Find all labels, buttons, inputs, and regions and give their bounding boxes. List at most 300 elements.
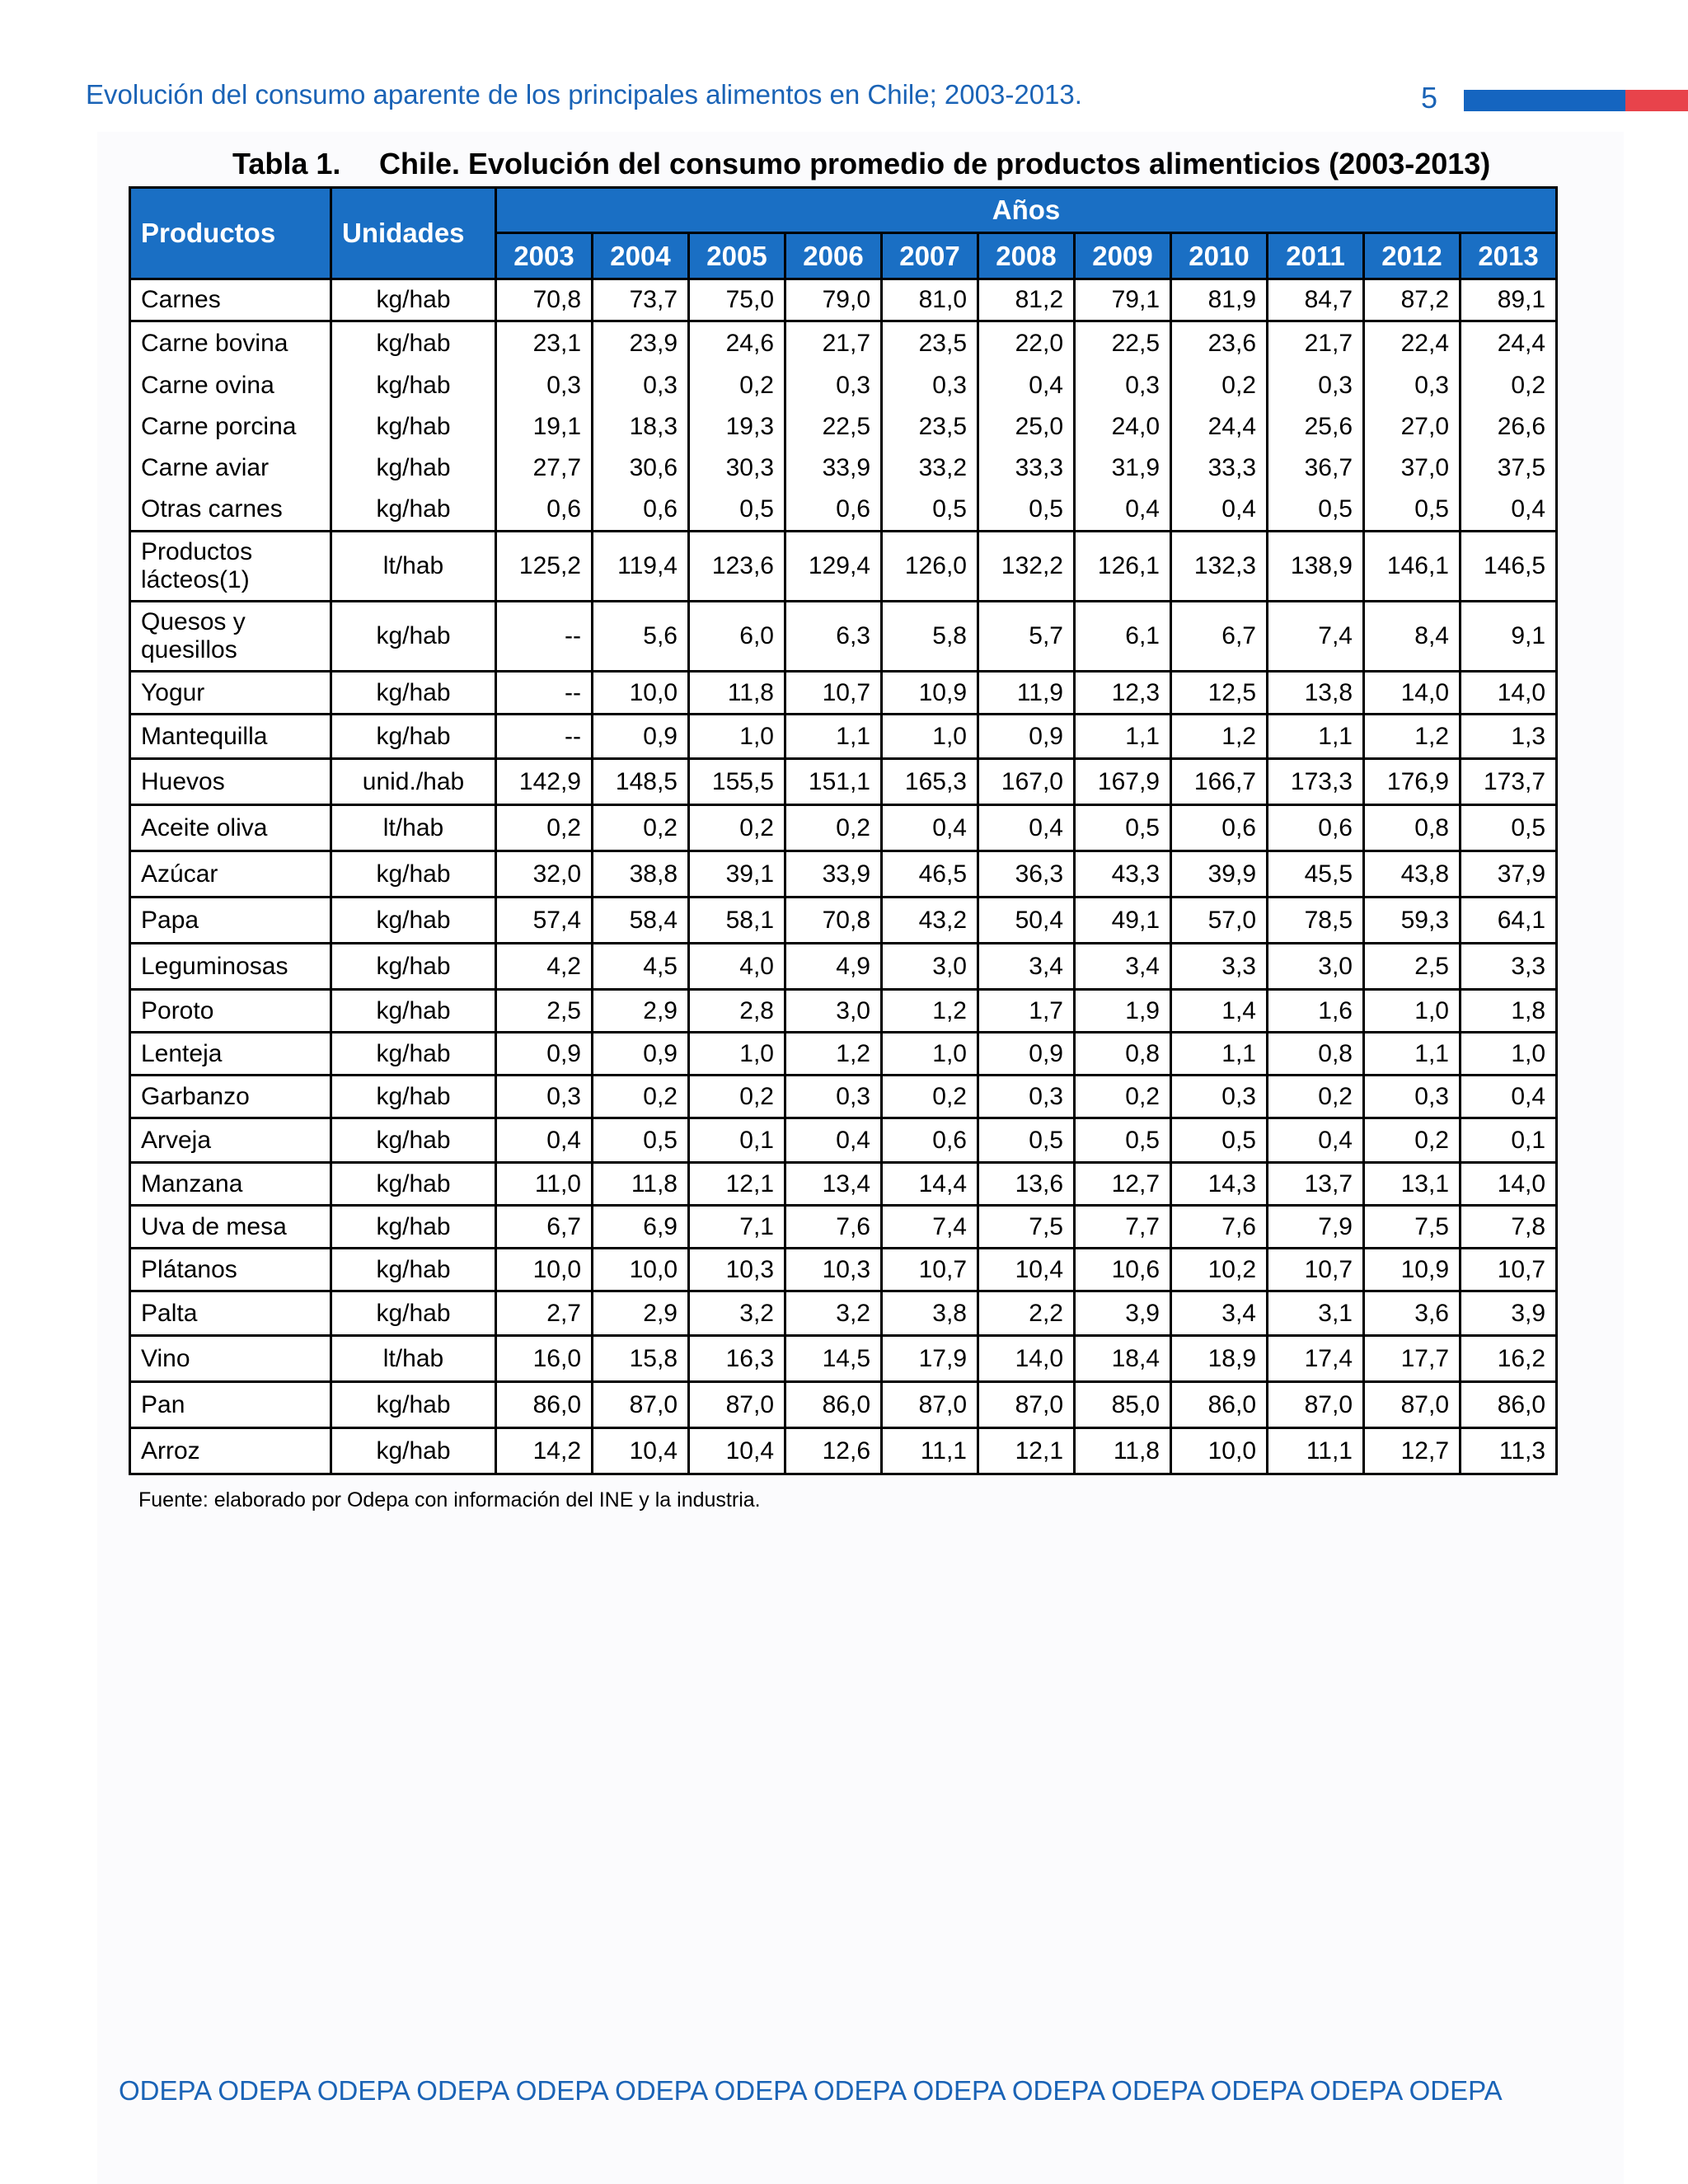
value-cell: 3,0 [882,944,978,990]
value-cell: 0,4 [882,805,978,851]
table-row [130,279,1557,321]
value-cell: 0,5 [1075,1118,1171,1163]
product-name-cell: Productos lácteos(1) [130,532,331,602]
value-cell: 27,7 [496,448,593,489]
running-header-title: Evolución del consumo aparente de los principales alimentos en Chile; 2003-2013. [86,79,1082,110]
product-name-cell: Manzana [130,1163,331,1206]
value-cell: 13,7 [1268,1163,1364,1206]
value-cell: 3,4 [978,944,1075,990]
value-cell: 87,0 [689,1382,785,1428]
value-cell: 4,9 [785,944,882,990]
table-row [130,1336,1557,1382]
unit-cell: kg/hab [331,1291,496,1336]
column-header-year: 2005 [689,233,785,279]
value-cell: 132,3 [1171,532,1268,602]
value-cell: 2,5 [1364,944,1461,990]
value-cell: 0,5 [1461,805,1557,851]
value-cell: 0,5 [689,489,785,532]
table-header [130,188,1557,279]
value-cell: 0,8 [1075,1033,1171,1076]
value-cell: 0,5 [593,1118,689,1163]
table-row [130,448,1557,489]
value-cell: 45,5 [1268,851,1364,898]
unit-cell: unid./hab [331,759,496,805]
value-cell: 0,1 [689,1118,785,1163]
value-cell: 87,0 [1364,1382,1461,1428]
value-cell: 2,7 [496,1291,593,1336]
table-row [130,406,1557,448]
value-cell: 46,5 [882,851,978,898]
value-cell: 14,2 [496,1428,593,1474]
value-cell: 33,9 [785,448,882,489]
value-cell: 7,6 [785,1206,882,1249]
unit-cell: kg/hab [331,489,496,532]
table-row [130,1428,1557,1474]
value-cell: 87,0 [593,1382,689,1428]
value-cell: 11,1 [1268,1428,1364,1474]
table-row [130,489,1557,532]
value-cell: 0,3 [1364,365,1461,406]
value-cell: 23,1 [496,321,593,365]
value-cell: 0,5 [1075,805,1171,851]
value-cell: 16,3 [689,1336,785,1382]
value-cell: 0,4 [1461,1076,1557,1118]
value-cell: 25,6 [1268,406,1364,448]
value-cell: 39,9 [1171,851,1268,898]
value-cell: 19,3 [689,406,785,448]
value-cell: 0,9 [496,1033,593,1076]
value-cell: 22,5 [785,406,882,448]
value-cell: 0,4 [978,805,1075,851]
value-cell: 19,1 [496,406,593,448]
table-caption-text: Chile. Evolución del consumo promedio de productos alimenticios (2003-2013) [379,147,1491,180]
value-cell: 17,9 [882,1336,978,1382]
value-cell: 38,8 [593,851,689,898]
value-cell: 16,2 [1461,1336,1557,1382]
value-cell: 0,4 [1171,489,1268,532]
product-name-cell: Mantequilla [130,715,331,759]
unit-cell: lt/hab [331,805,496,851]
value-cell: 5,7 [978,602,1075,672]
value-cell: 3,6 [1364,1291,1461,1336]
value-cell: 0,2 [1171,365,1268,406]
table-row [130,851,1557,898]
value-cell: 59,3 [1364,898,1461,944]
value-cell: 1,0 [1461,1033,1557,1076]
value-cell: 79,0 [785,279,882,321]
value-cell: 1,4 [1171,990,1268,1033]
unit-cell: lt/hab [331,532,496,602]
value-cell: 0,4 [496,1118,593,1163]
value-cell: 3,1 [1268,1291,1364,1336]
value-cell: 58,1 [689,898,785,944]
value-cell: 0,8 [1364,805,1461,851]
value-cell: 7,4 [882,1206,978,1249]
value-cell: 89,1 [1461,279,1557,321]
product-name-cell: Plátanos [130,1249,331,1291]
value-cell: 0,6 [496,489,593,532]
value-cell: 0,3 [1364,1076,1461,1118]
product-name-cell: Leguminosas [130,944,331,990]
value-cell: -- [496,672,593,715]
value-cell: 86,0 [1171,1382,1268,1428]
product-name-cell: Huevos [130,759,331,805]
column-header-year: 2006 [785,233,882,279]
value-cell: 7,6 [1171,1206,1268,1249]
value-cell: 0,9 [978,715,1075,759]
value-cell: 0,5 [1171,1118,1268,1163]
value-cell: 10,0 [593,672,689,715]
value-cell: 3,8 [882,1291,978,1336]
value-cell: 14,0 [1461,1163,1557,1206]
value-cell: 3,2 [689,1291,785,1336]
value-cell: 0,2 [593,805,689,851]
value-cell: 23,6 [1171,321,1268,365]
value-cell: 7,8 [1461,1206,1557,1249]
value-cell: 87,0 [882,1382,978,1428]
value-cell: 70,8 [785,898,882,944]
value-cell: 0,4 [1268,1118,1364,1163]
product-name-cell: Arroz [130,1428,331,1474]
table-caption-number: Tabla 1. [232,147,341,180]
value-cell: 0,6 [1171,805,1268,851]
unit-cell: kg/hab [331,715,496,759]
value-cell: 13,6 [978,1163,1075,1206]
product-name-cell: Poroto [130,990,331,1033]
value-cell: 0,2 [1075,1076,1171,1118]
value-cell: 129,4 [785,532,882,602]
value-cell: 146,1 [1364,532,1461,602]
value-cell: 23,5 [882,406,978,448]
value-cell: 1,0 [689,1033,785,1076]
table-row [130,944,1557,990]
value-cell: 9,1 [1461,602,1557,672]
value-cell: 14,0 [978,1336,1075,1382]
table-row [130,602,1557,672]
value-cell: 10,0 [496,1249,593,1291]
value-cell: 155,5 [689,759,785,805]
value-cell: 0,8 [1268,1033,1364,1076]
value-cell: 10,3 [689,1249,785,1291]
column-header-years-group: Años [496,188,1557,233]
value-cell: 0,2 [882,1076,978,1118]
value-cell: 7,7 [1075,1206,1171,1249]
value-cell: 0,1 [1461,1118,1557,1163]
table-row [130,1118,1557,1163]
unit-cell: kg/hab [331,1428,496,1474]
value-cell: 1,0 [882,715,978,759]
value-cell: 12,5 [1171,672,1268,715]
value-cell: 1,0 [1364,990,1461,1033]
column-header-year: 2013 [1461,233,1557,279]
value-cell: 166,7 [1171,759,1268,805]
value-cell: 5,8 [882,602,978,672]
value-cell: 1,6 [1268,990,1364,1033]
product-name-cell: Carne aviar [130,448,331,489]
column-header-year: 2009 [1075,233,1171,279]
value-cell: 57,4 [496,898,593,944]
unit-cell: kg/hab [331,448,496,489]
value-cell: 12,1 [978,1428,1075,1474]
value-cell: 148,5 [593,759,689,805]
value-cell: 151,1 [785,759,882,805]
value-cell: 1,1 [1268,715,1364,759]
product-name-cell: Yogur [130,672,331,715]
value-cell: 0,3 [496,365,593,406]
table-row [130,1076,1557,1118]
value-cell: 7,1 [689,1206,785,1249]
value-cell: 50,4 [978,898,1075,944]
page-number: 5 [1421,81,1438,115]
table-row [130,1163,1557,1206]
value-cell: 126,1 [1075,532,1171,602]
value-cell: 2,8 [689,990,785,1033]
value-cell: 22,5 [1075,321,1171,365]
value-cell: 23,5 [882,321,978,365]
value-cell: 0,3 [882,365,978,406]
value-cell: 18,9 [1171,1336,1268,1382]
value-cell: 87,2 [1364,279,1461,321]
value-cell: 119,4 [593,532,689,602]
value-cell: 70,8 [496,279,593,321]
unit-cell: kg/hab [331,672,496,715]
unit-cell: kg/hab [331,1163,496,1206]
value-cell: 2,5 [496,990,593,1033]
value-cell: 0,6 [882,1118,978,1163]
unit-cell: lt/hab [331,1336,496,1382]
value-cell: 0,9 [593,1033,689,1076]
product-name-cell: Quesos y quesillos [130,602,331,672]
value-cell: 16,0 [496,1336,593,1382]
product-name-cell: Azúcar [130,851,331,898]
value-cell: 0,3 [593,365,689,406]
value-cell: 10,7 [1268,1249,1364,1291]
value-cell: 0,9 [978,1033,1075,1076]
value-cell: 1,1 [1364,1033,1461,1076]
value-cell: 18,3 [593,406,689,448]
value-cell: 125,2 [496,532,593,602]
table-row [130,805,1557,851]
value-cell: 11,8 [593,1163,689,1206]
value-cell: 10,7 [1461,1249,1557,1291]
value-cell: 32,0 [496,851,593,898]
value-cell: 138,9 [1268,532,1364,602]
value-cell: 0,5 [978,1118,1075,1163]
value-cell: 8,4 [1364,602,1461,672]
value-cell: 64,1 [1461,898,1557,944]
value-cell: 11,9 [978,672,1075,715]
value-cell: 33,2 [882,448,978,489]
unit-cell: kg/hab [331,898,496,944]
value-cell: 176,9 [1364,759,1461,805]
value-cell: 0,6 [785,489,882,532]
value-cell: 13,4 [785,1163,882,1206]
value-cell: 0,5 [1364,489,1461,532]
product-name-cell: Carne ovina [130,365,331,406]
value-cell: 0,3 [1268,365,1364,406]
value-cell: 81,0 [882,279,978,321]
value-cell: 79,1 [1075,279,1171,321]
value-cell: 1,8 [1461,990,1557,1033]
value-cell: 0,5 [1268,489,1364,532]
table-row [130,672,1557,715]
value-cell: 12,1 [689,1163,785,1206]
header-accent-bar-blue [1464,90,1625,111]
value-cell: 87,0 [978,1382,1075,1428]
table-row [130,715,1557,759]
value-cell: 0,4 [1461,489,1557,532]
value-cell: 0,2 [593,1076,689,1118]
column-header-year: 2007 [882,233,978,279]
value-cell: 33,3 [978,448,1075,489]
value-cell: 24,6 [689,321,785,365]
product-name-cell: Carne bovina [130,321,331,365]
value-cell: 10,2 [1171,1249,1268,1291]
table-source-note: Fuente: elaborado por Odepa con información del INE y la industria. [138,1488,761,1511]
value-cell: 0,9 [593,715,689,759]
value-cell: 0,2 [689,1076,785,1118]
value-cell: 14,0 [1461,672,1557,715]
value-cell: 1,1 [1075,715,1171,759]
product-name-cell: Palta [130,1291,331,1336]
value-cell: 0,4 [1075,489,1171,532]
value-cell: 26,6 [1461,406,1557,448]
value-cell: 4,5 [593,944,689,990]
value-cell: 43,3 [1075,851,1171,898]
value-cell: 0,3 [496,1076,593,1118]
value-cell: 11,0 [496,1163,593,1206]
value-cell: 1,2 [882,990,978,1033]
value-cell: 1,0 [689,715,785,759]
column-header-year: 2003 [496,233,593,279]
unit-cell: kg/hab [331,365,496,406]
value-cell: 0,2 [689,805,785,851]
value-cell: 7,5 [978,1206,1075,1249]
value-cell: 78,5 [1268,898,1364,944]
table-row [130,1382,1557,1428]
table-row [130,321,1557,365]
value-cell: 10,4 [593,1428,689,1474]
table-row [130,898,1557,944]
value-cell: 146,5 [1461,532,1557,602]
value-cell: 30,6 [593,448,689,489]
value-cell: 33,9 [785,851,882,898]
value-cell: -- [496,715,593,759]
value-cell: 3,3 [1171,944,1268,990]
value-cell: 1,2 [1171,715,1268,759]
value-cell: 14,5 [785,1336,882,1382]
value-cell: 0,2 [785,805,882,851]
value-cell: 0,2 [1268,1076,1364,1118]
value-cell: 14,0 [1364,672,1461,715]
value-cell: 21,7 [785,321,882,365]
value-cell: 10,0 [1171,1428,1268,1474]
value-cell: 43,2 [882,898,978,944]
value-cell: 36,3 [978,851,1075,898]
value-cell: 17,7 [1364,1336,1461,1382]
value-cell: 84,7 [1268,279,1364,321]
value-cell: 24,4 [1461,321,1557,365]
value-cell: 30,3 [689,448,785,489]
table-row [130,532,1557,602]
value-cell: 10,6 [1075,1249,1171,1291]
value-cell: 10,4 [978,1249,1075,1291]
column-header-year: 2010 [1171,233,1268,279]
header-accent-bar-red [1625,90,1688,111]
value-cell: 10,9 [1364,1249,1461,1291]
value-cell: 37,5 [1461,448,1557,489]
unit-cell: kg/hab [331,1206,496,1249]
value-cell: 11,8 [689,672,785,715]
value-cell: 132,2 [978,532,1075,602]
value-cell: 6,7 [496,1206,593,1249]
value-cell: 23,9 [593,321,689,365]
table-caption [232,147,1490,181]
value-cell: 24,4 [1171,406,1268,448]
value-cell: 87,0 [1268,1382,1364,1428]
unit-cell: kg/hab [331,851,496,898]
value-cell: 10,4 [689,1428,785,1474]
value-cell: 0,3 [785,365,882,406]
value-cell: -- [496,602,593,672]
value-cell: 0,3 [1075,365,1171,406]
value-cell: 0,5 [882,489,978,532]
value-cell: 3,9 [1075,1291,1171,1336]
consumption-table [129,186,1558,1475]
value-cell: 12,7 [1364,1428,1461,1474]
unit-cell: kg/hab [331,602,496,672]
value-cell: 0,4 [978,365,1075,406]
table-row [130,365,1557,406]
value-cell: 173,7 [1461,759,1557,805]
value-cell: 14,4 [882,1163,978,1206]
unit-cell: kg/hab [331,944,496,990]
column-header-units: Unidades [331,188,496,279]
value-cell: 11,1 [882,1428,978,1474]
value-cell: 0,3 [1171,1076,1268,1118]
value-cell: 1,1 [785,715,882,759]
product-name-cell: Carnes [130,279,331,321]
unit-cell: kg/hab [331,1118,496,1163]
value-cell: 24,0 [1075,406,1171,448]
value-cell: 0,2 [496,805,593,851]
value-cell: 2,9 [593,1291,689,1336]
value-cell: 31,9 [1075,448,1171,489]
value-cell: 0,2 [689,365,785,406]
value-cell: 0,6 [593,489,689,532]
value-cell: 1,3 [1461,715,1557,759]
table-row [130,1033,1557,1076]
value-cell: 7,5 [1364,1206,1461,1249]
value-cell: 3,0 [785,990,882,1033]
value-cell: 73,7 [593,279,689,321]
unit-cell: kg/hab [331,279,496,321]
value-cell: 86,0 [785,1382,882,1428]
value-cell: 86,0 [1461,1382,1557,1428]
value-cell: 173,3 [1268,759,1364,805]
value-cell: 3,4 [1171,1291,1268,1336]
value-cell: 13,8 [1268,672,1364,715]
value-cell: 126,0 [882,532,978,602]
value-cell: 10,7 [785,672,882,715]
table-row [130,759,1557,805]
product-name-cell: Aceite oliva [130,805,331,851]
product-name-cell: Uva de mesa [130,1206,331,1249]
value-cell: 2,2 [978,1291,1075,1336]
product-name-cell: Otras carnes [130,489,331,532]
value-cell: 1,2 [785,1033,882,1076]
value-cell: 1,2 [1364,715,1461,759]
